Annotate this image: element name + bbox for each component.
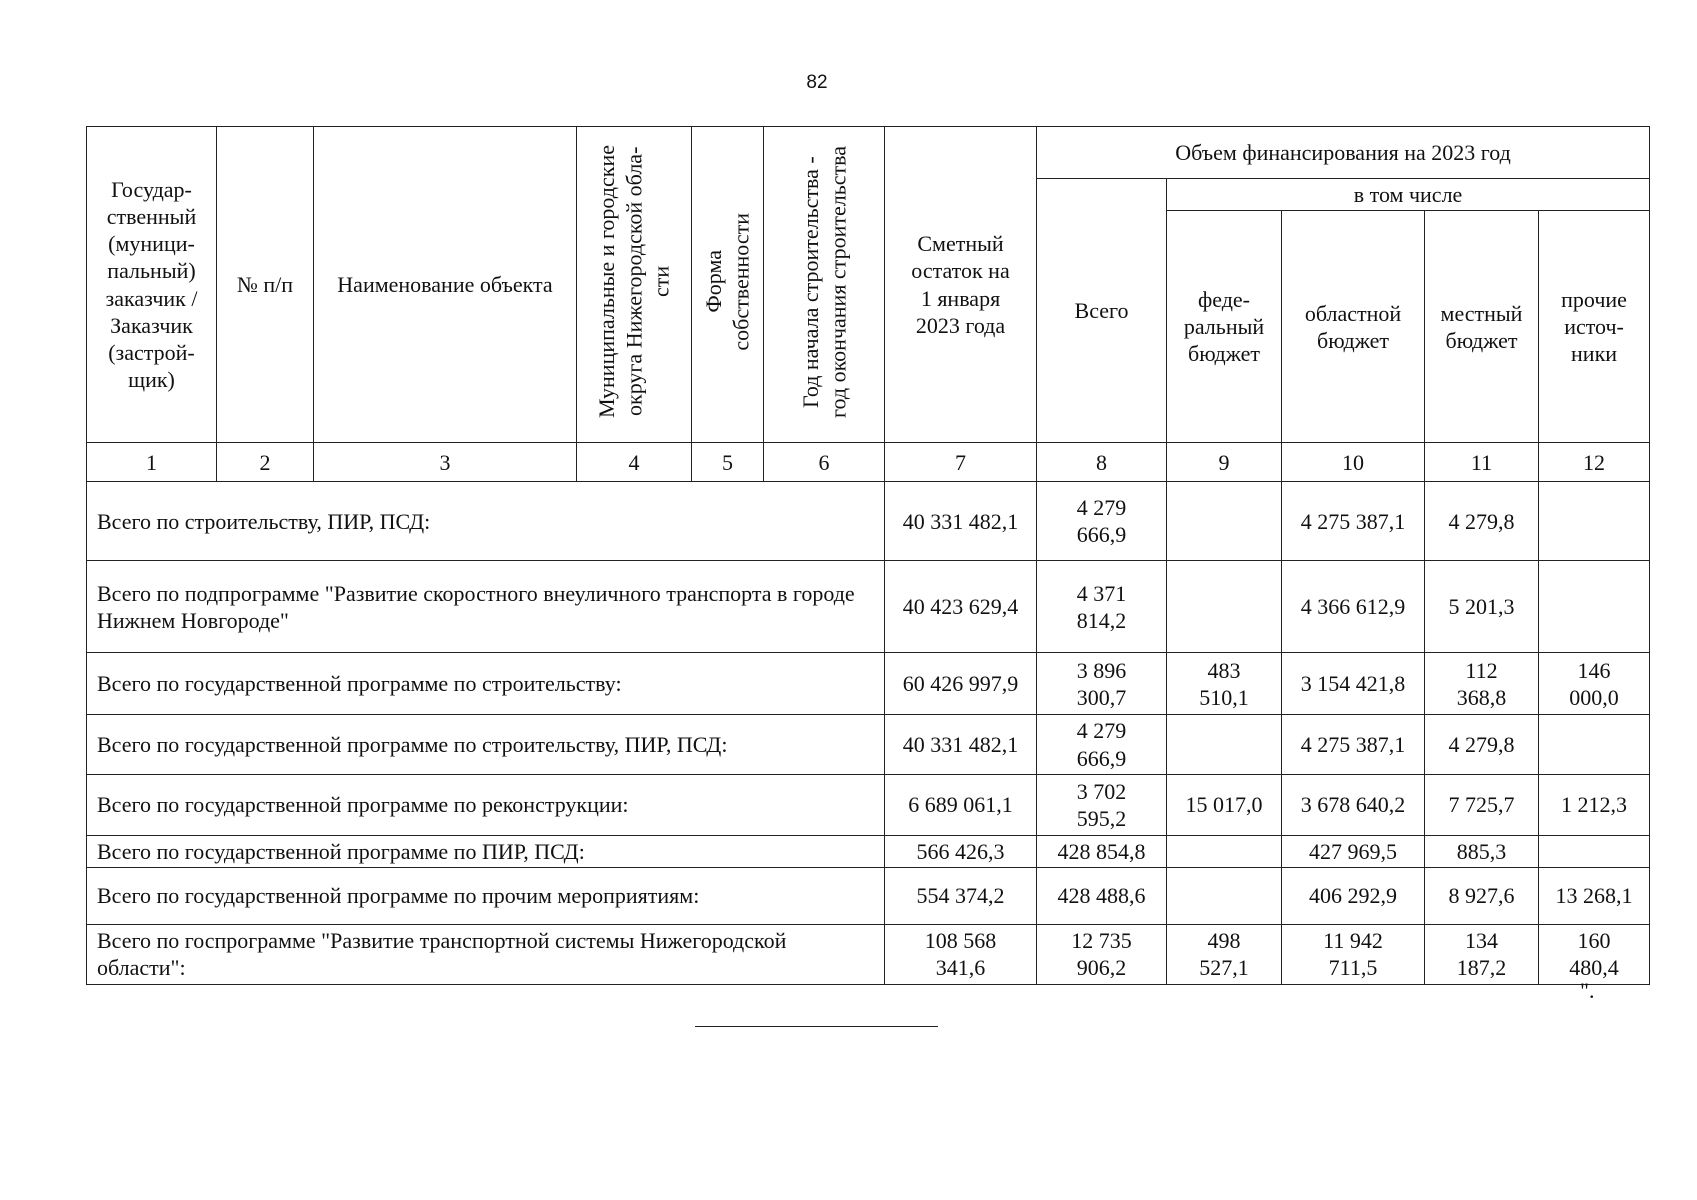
col-num: 2 [217, 443, 314, 482]
row-label: Всего по государственной программе по прочим мероприятиям: [87, 868, 885, 925]
cell-estimate: 40 331 482,1 [885, 715, 1037, 775]
header-districts [577, 127, 692, 443]
col-num: 11 [1425, 443, 1539, 482]
header-total: Всего [1037, 179, 1167, 443]
column-number-row [87, 443, 1650, 482]
table-row [87, 925, 1650, 985]
page-number: 82 [806, 72, 828, 93]
cell-local: 112 368,8 [1425, 653, 1539, 715]
cell-regional: 3 154 421,8 [1282, 653, 1425, 715]
cell-local: 885,3 [1425, 835, 1539, 867]
cell-local: 8 927,6 [1425, 868, 1539, 925]
cell-total: 3 702 595,2 [1037, 774, 1167, 835]
cell-regional: 4 275 387,1 [1282, 482, 1425, 561]
cell-estimate: 40 331 482,1 [885, 482, 1037, 561]
cell-federal [1167, 868, 1282, 925]
header-including: в том числе [1167, 179, 1650, 211]
col-num: 6 [764, 443, 885, 482]
header-years-text: Год начала строительства - год окончания строительства [797, 145, 850, 418]
table-row [87, 482, 1650, 561]
cell-total: 4 279 666,9 [1037, 482, 1167, 561]
cell-federal [1167, 482, 1282, 561]
cell-estimate: 60 426 997,9 [885, 653, 1037, 715]
header-funding-group: Объем финансирования на 2023 год [1037, 127, 1650, 179]
cell-total: 428 854,8 [1037, 835, 1167, 867]
cell-other: 146 000,0 [1539, 653, 1650, 715]
header-estimate: Сметный остаток на 1 января 2023 года [885, 127, 1037, 443]
cell-total: 12 735 906,2 [1037, 925, 1167, 985]
table-row [87, 561, 1650, 653]
col-num: 7 [885, 443, 1037, 482]
footer-rule [695, 1026, 938, 1027]
col-num: 9 [1167, 443, 1282, 482]
cell-local: 134 187,2 [1425, 925, 1539, 985]
cell-federal: 498 527,1 [1167, 925, 1282, 985]
row-label: Всего по государственной программе по ПИР, ПСД: [87, 835, 885, 867]
row-label: Всего по строительству, ПИР, ПСД: [87, 482, 885, 561]
header-ownership [692, 127, 764, 443]
cell-federal: 483 510,1 [1167, 653, 1282, 715]
cell-total: 4 279 666,9 [1037, 715, 1167, 775]
col-num: 5 [692, 443, 764, 482]
cell-other: 1 212,3 [1539, 774, 1650, 835]
cell-estimate: 566 426,3 [885, 835, 1037, 867]
cell-federal [1167, 835, 1282, 867]
financing-table [86, 126, 1650, 985]
header-num: № п/п [217, 127, 314, 443]
row-label: Всего по государственной программе по строительству: [87, 653, 885, 715]
table-row [87, 774, 1650, 835]
col-num: 10 [1282, 443, 1425, 482]
cell-other: 13 268,1 [1539, 868, 1650, 925]
row-label: Всего по государственной программе по строительству, ПИР, ПСД: [87, 715, 885, 775]
cell-federal [1167, 561, 1282, 653]
col-num: 3 [314, 443, 577, 482]
header-regional: областной бюджет [1282, 211, 1425, 443]
row-label: Всего по госпрограмме "Развитие транспортной системы Нижегородской области": [87, 925, 885, 985]
header-years [764, 127, 885, 443]
cell-estimate: 40 423 629,4 [885, 561, 1037, 653]
cell-total: 4 371 814,2 [1037, 561, 1167, 653]
col-num: 8 [1037, 443, 1167, 482]
cell-estimate: 554 374,2 [885, 868, 1037, 925]
header-customer: Государ- ственный (муници- пальный) заказчик / Заказчик (застрой- щик) [87, 127, 217, 443]
cell-federal: 15 017,0 [1167, 774, 1282, 835]
col-num: 1 [87, 443, 217, 482]
cell-regional: 4 275 387,1 [1282, 715, 1425, 775]
cell-local: 4 279,8 [1425, 715, 1539, 775]
cell-total: 428 488,6 [1037, 868, 1167, 925]
closing-quote-mark: ". [1580, 978, 1595, 1003]
col-num: 12 [1539, 443, 1650, 482]
cell-estimate: 6 689 061,1 [885, 774, 1037, 835]
header-ownership-text: Форма собственности [701, 212, 754, 351]
cell-regional: 427 969,5 [1282, 835, 1425, 867]
col-num: 4 [577, 443, 692, 482]
table-row [87, 835, 1650, 867]
cell-regional: 11 942 711,5 [1282, 925, 1425, 985]
table-row [87, 868, 1650, 925]
cell-local: 4 279,8 [1425, 482, 1539, 561]
header-districts-text: Муниципальные и городские округа Нижегородской обла- сти [594, 145, 674, 418]
cell-local: 5 201,3 [1425, 561, 1539, 653]
header-federal: феде- ральный бюджет [1167, 211, 1282, 443]
table-row [87, 653, 1650, 715]
row-label: Всего по государственной программе по реконструкции: [87, 774, 885, 835]
cell-other: 160 480,4 [1539, 925, 1650, 985]
cell-other [1539, 835, 1650, 867]
header-object-name: Наименование объекта [314, 127, 577, 443]
cell-regional: 4 366 612,9 [1282, 561, 1425, 653]
cell-other [1539, 561, 1650, 653]
header-row-1 [87, 127, 1650, 179]
cell-regional: 406 292,9 [1282, 868, 1425, 925]
cell-local: 7 725,7 [1425, 774, 1539, 835]
header-local: местный бюджет [1425, 211, 1539, 443]
table-row [87, 715, 1650, 775]
cell-federal [1167, 715, 1282, 775]
cell-regional: 3 678 640,2 [1282, 774, 1425, 835]
cell-other [1539, 482, 1650, 561]
row-label: Всего по подпрограмме "Развитие скоростного внеуличного транспорта в городе Нижнем Новгороде" [87, 561, 885, 653]
cell-total: 3 896 300,7 [1037, 653, 1167, 715]
cell-estimate: 108 568 341,6 [885, 925, 1037, 985]
cell-other [1539, 715, 1650, 775]
header-other: прочие источ- ники [1539, 211, 1650, 443]
